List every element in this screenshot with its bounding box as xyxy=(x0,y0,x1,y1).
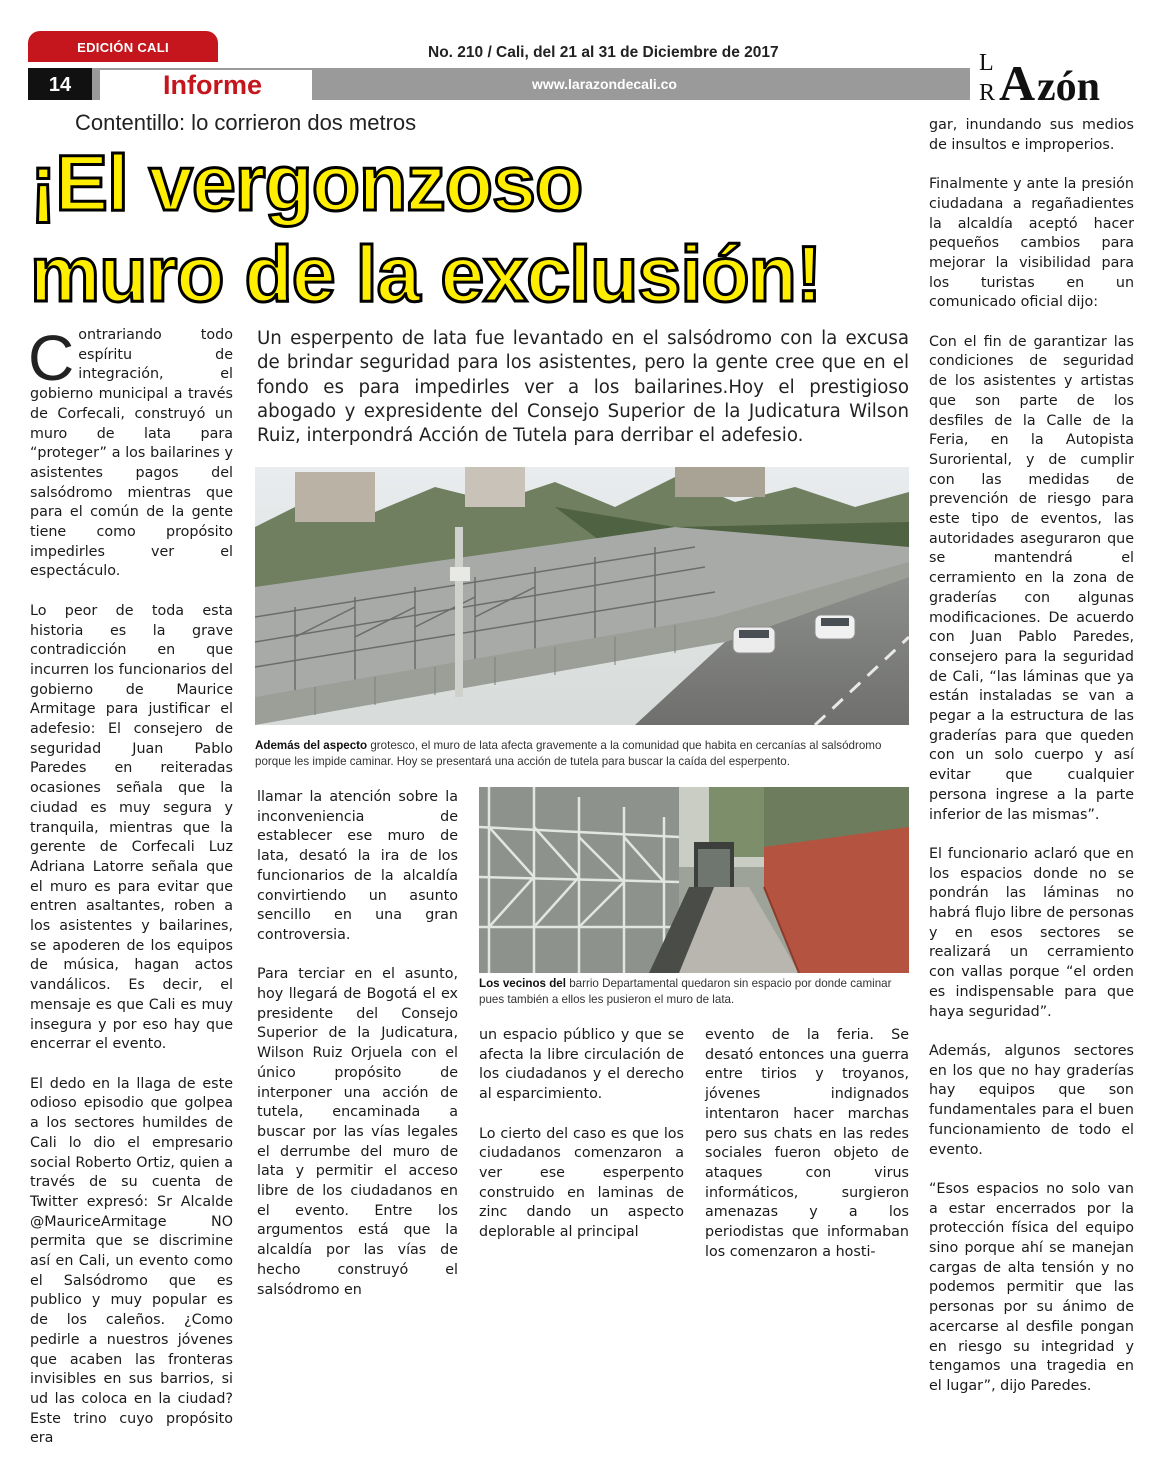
col1-paragraph-2: Lo peor de toda esta historia es la grave contradicción en que incurren los funcionarios del gobierno de Maurice Armitage para justificar el adefesio: El consejero de seguridad Juan Pablo Paredes en reiteradas ocasiones señala que la ciudad es muy segura y tranquila, mientras que la gerente de Corfecali Luz Adriana Latorre señala que el muro es para evitar que entren asaltantes, roben a los asistentes y bailarines, se apoderen de los equipos de música, hagan actos vandálicos. Es decir, el mensaje es que Cali es muy insegura y por eso hay que encerrar el evento. xyxy=(30,602,233,1053)
col1-paragraph-3: El dedo en la llaga de este odioso episodio que golpea a los sectores humildes de Cali lo dio el empresario social Roberto Ortiz, quien a través de su cuenta de Twitter expresó: Sr Alcalde @MauriceArmitage NO permita que se discrimine así en Cali, un evento como el Salsódromo que es publico y muy popular es de los caleños. ¿Como pedirle a nuestros jóvenes que acaben las fronteras invisibles en sus barrios, si ud las coloca en la ciudad? Este trino cuyo propósito era xyxy=(30,1075,233,1447)
headline-line-1: ¡El vergonzoso xyxy=(30,138,583,227)
photo2-caption-lead: Los vecinos del xyxy=(479,977,566,990)
col5-paragraph-4: El funcionario aclaró que en los espacios donde no se pondrán las láminas no habrá flujo libre de personas y en esos sectores se realizará un cerramiento con vallas porque “el orden es indispensable para que haya seguridad”. xyxy=(929,845,1134,1020)
col5-paragraph-1: gar, inundando sus medios de insultos e improperios. xyxy=(929,117,1134,153)
photo1-caption-lead: Además del aspecto xyxy=(255,739,368,752)
page-number: 14 xyxy=(28,68,92,100)
col3-paragraph-1: un espacio público y que se afecta la libre circulación de los ciudadanos y el derecho al esparcimiento. xyxy=(479,1027,684,1103)
photo2-caption xyxy=(479,976,909,1008)
logo-letter-r: R xyxy=(979,80,996,104)
headline-line-2: muro de la exclusión! xyxy=(30,229,822,318)
photo1-caption-text: grotesco, el muro de lata afecta gravemente a la comunidad que habita en cercanías al salsódromo porque les impide caminar. Hoy se presentará una acción de tutela para buscar la caída del esperpento. xyxy=(255,739,882,768)
col2-paragraph-1: llamar la atención sobre la inconveniencia de establecer ese muro de lata, desató la ira de los funcionarios de la alcaldía convirtiendo un asunto sencillo en una gran controversia. xyxy=(257,789,458,943)
logo-word-zon: zón xyxy=(1037,64,1100,104)
col4-paragraph-1: evento de la feria. Se desató entonces una guerra entre tirios y troyanos, jóvenes indignados intentaron hacer marchas pero sus chats en las redes sociales fueron objeto de ataques con virus informáticos, surgieron amenazas y a los periodistas que informaban los comenzaron a hosti- xyxy=(705,1027,909,1260)
issue-line: No. 210 / Cali, del 21 al 31 de Diciembre de 2017 xyxy=(428,44,779,61)
section-label: Informe xyxy=(100,70,312,100)
logo-letter-a: A xyxy=(999,55,1036,104)
article-column-4 xyxy=(705,1026,909,1282)
article-column-5 xyxy=(929,116,1134,1416)
article-kicker: Contentillo: lo corrieron dos metros xyxy=(75,110,417,135)
col5-paragraph-3: Con el fin de garantizar las condiciones de seguridad de los asistentes y artistas que son parte de los desfiles de la Calle de la Feria, en la Autopista Suroriental, y de cumplir con las medidas de prevención de riesgo para este tipo de eventos, las autoridades aseguraron que se mantendrá el cerramiento en la zona de graderías con algunas modificaciones. De acuerdo con Juan Pablo Paredes, consejero para la seguridad de Cali, “las láminas que ya están instaladas se van a pegar a la estructura de las graderías para que queden con un solo cuerpo y así evitar que cualquier persona ingrese a la parte inferior de las mismas”. xyxy=(929,333,1134,823)
article-column-1 xyxy=(28,322,233,1469)
col1-paragraph-1: ontrariando todo espíritu de integración, el gobierno municipal a través de Corfecali, construyó un muro de lata para “proteger” a los bailarines y asistentes pagos del salsódromo mientras que para el común de la gente tiene como propósito impedirles ver el espectáculo. xyxy=(30,327,233,580)
col3-paragraph-2: Lo cierto del caso es que los ciudadanos comenzaron a ver ese esperpento construido en laminas de zinc dando un aspecto deplorable al principal xyxy=(479,1125,684,1241)
photo1-caption xyxy=(255,738,909,770)
photo2-caption-text: barrio Departamental quedaron sin espacio por donde caminar pues también a ellos les pusieron el muro de lata. xyxy=(479,977,892,1006)
edition-tab: EDICIÓN CALI xyxy=(28,31,218,62)
photo-walkway-wall xyxy=(479,787,909,973)
article-column-3 xyxy=(479,1026,684,1262)
col5-paragraph-2: Finalmente y ante la presión ciudadana a regañadientes la alcaldía aceptó hacer pequeños cambios para mejorar la visibilidad para los turistas en un comunicado oficial dijo: xyxy=(929,176,1134,311)
website-link[interactable]: www.larazondecali.co xyxy=(532,76,677,92)
logo-letter-l: L xyxy=(979,50,994,76)
col5-paragraph-5: Además, algunos sectores en los que no hay graderías hay equipos que son fundamentales para el buen funcionamiento de todo el evento. xyxy=(929,1042,1134,1158)
col5-paragraph-6: “Esos espacios no solo van a estar encerrados por la protección física del equipo sino porque ahí se manejan cargas de alta tensión y no podemos permitir que las personas por su ánimo de acercarse al desfile pongan en riesgo su integridad y tengamos una tragedia en el lugar”, dijo Paredes. xyxy=(929,1180,1134,1394)
col2-paragraph-2: Para terciar en el asunto, hoy llegará de Bogotá el ex presidente del Consejo Superior de la Judicatura, Wilson Ruiz Orjuela con el único propósito de interponer una acción de tutela, encaminada a buscar por las vías legales el derrumbe del muro de lata y permitir el acceso libre de los ciudadanos en el evento. Entre los argumentos está que la alcaldía por las vías de hecho construyó el salsódromo en xyxy=(257,966,458,1298)
drop-cap: C xyxy=(28,322,75,394)
article-column-2 xyxy=(257,788,458,1320)
article-lead: Un esperpento de lata fue levantado en el salsódromo con la excusa de brindar seguridad para los asistentes, pero la gente cree que en el fondo es para impedirles ver a los bailarines.Hoy el prestigioso abogado y expresidente del Consejo Superior de la Judicatura Wilson Ruiz, interpondrá Acción de Tutela para derribar el adefesio. xyxy=(257,328,909,447)
photo-salsodromo-wall xyxy=(255,467,909,725)
newspaper-logo xyxy=(975,46,1135,104)
